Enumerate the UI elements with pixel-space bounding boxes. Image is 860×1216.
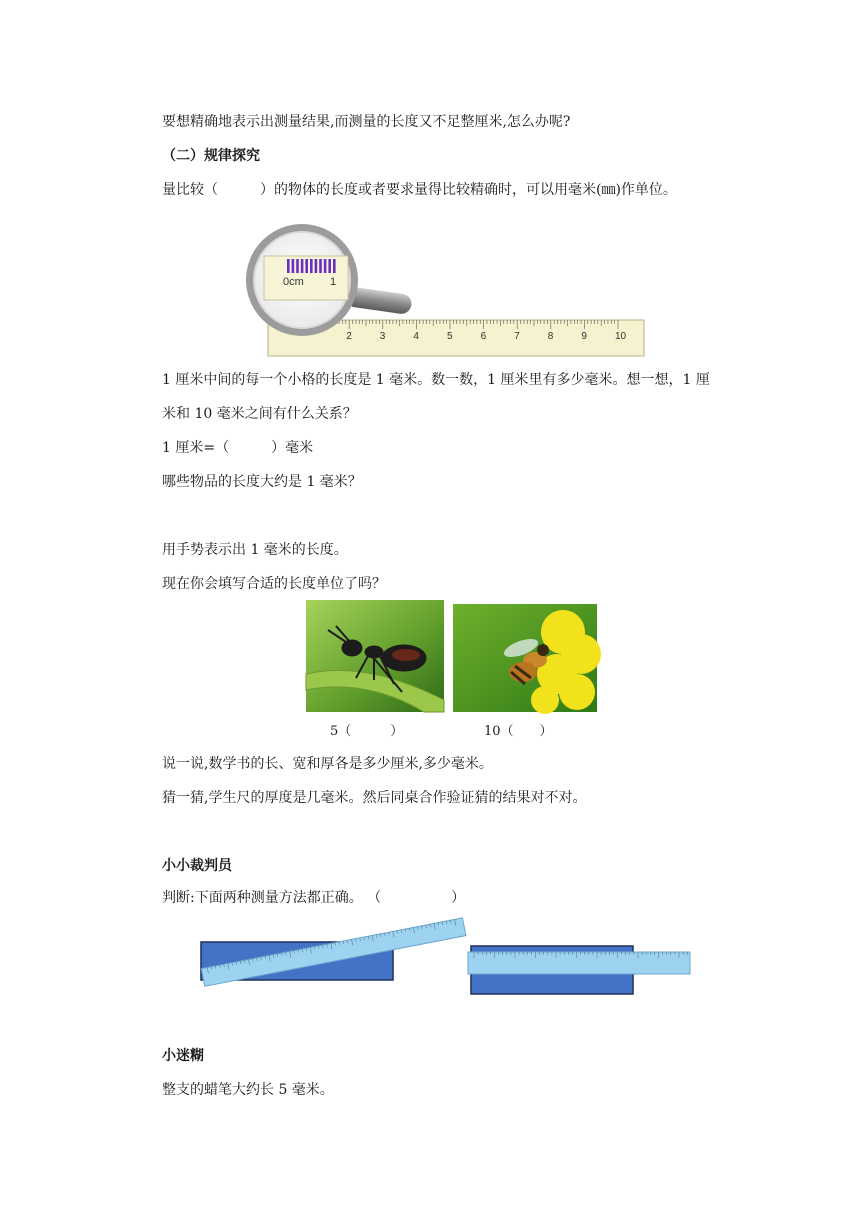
ant-caption: 5（ ） <box>330 724 404 739</box>
ruler-number: 6 <box>480 331 487 342</box>
mm-tick <box>301 259 304 273</box>
magnifier-ruler-illustration <box>238 212 658 362</box>
bee-photo <box>453 604 597 712</box>
ruler-number: 3 <box>379 331 386 342</box>
mm-tick <box>319 259 322 273</box>
ruler-number: 5 <box>447 331 453 342</box>
mm-tick <box>333 259 336 273</box>
confuse-heading: 小迷糊 <box>162 1048 204 1064</box>
ruler-number: 9 <box>581 331 587 342</box>
bee-caption: 10（ ） <box>484 724 553 739</box>
paragraph-mm-intro: 1 厘米中间的每一个小格的长度是 1 毫米。数一数，1 厘米里有多少毫米。想一想，1 厘 <box>162 372 710 388</box>
measurement-diagram-tilted <box>196 924 476 994</box>
ruler-number: 8 <box>547 331 554 342</box>
mm-tick <box>305 259 308 273</box>
rule-sentence: 量比较（ ）的物体的长度或者要求量得比较精确时，可以用毫米(㎜)作单位。 <box>162 182 677 198</box>
confuse-statement: 整支的蜡笔大约长 5 毫米。 <box>162 1082 334 1098</box>
fill-units-prompt: 现在你会填写合适的长度单位了吗？ <box>162 576 386 592</box>
ruler-number: 10 <box>615 331 627 342</box>
ruler-number: 2 <box>346 331 352 342</box>
mm-tick <box>287 259 290 273</box>
mm-tick <box>324 259 327 273</box>
measurement-diagram-offset <box>468 942 693 998</box>
intro-question: 要想精确地表示出测量结果,而测量的长度又不足整厘米,怎么办呢? <box>162 114 571 130</box>
magnifier-zero-label: 0cm <box>283 276 304 288</box>
judge-heading: 小小裁判员 <box>162 858 232 874</box>
ant-photo <box>306 600 444 712</box>
say-prompt: 说一说,数学书的长、宽和厚各是多少厘米,多少毫米。 <box>162 756 493 772</box>
gesture-prompt: 用手势表示出 1 毫米的长度。 <box>162 542 348 558</box>
section-heading: （二）规律探究 <box>162 148 260 164</box>
mm-tick <box>310 259 313 273</box>
magnifier-one-label: 1 <box>330 276 337 288</box>
question-items-1mm: 哪些物品的长度大约是 1 毫米？ <box>162 474 362 490</box>
mm-tick <box>296 259 299 273</box>
guess-prompt: 猜一猜,学生尺的厚度是几毫米。然后同桌合作验证猜的结果对不对。 <box>162 790 587 806</box>
mm-tick <box>292 259 295 273</box>
mm-tick <box>328 259 331 273</box>
judge-statement: 判断:下面两种测量方法都正确。 （ ） <box>162 890 466 906</box>
ruler-number: 4 <box>413 331 419 342</box>
equation-cm-mm: 1 厘米=（ ）毫米 <box>162 440 314 456</box>
ruler-number: 7 <box>514 331 520 342</box>
magnifier-lens <box>246 224 358 336</box>
paragraph-mm-intro-continued: 米和 10 毫米之间有什么关系？ <box>162 406 357 422</box>
mm-tick <box>315 259 318 273</box>
